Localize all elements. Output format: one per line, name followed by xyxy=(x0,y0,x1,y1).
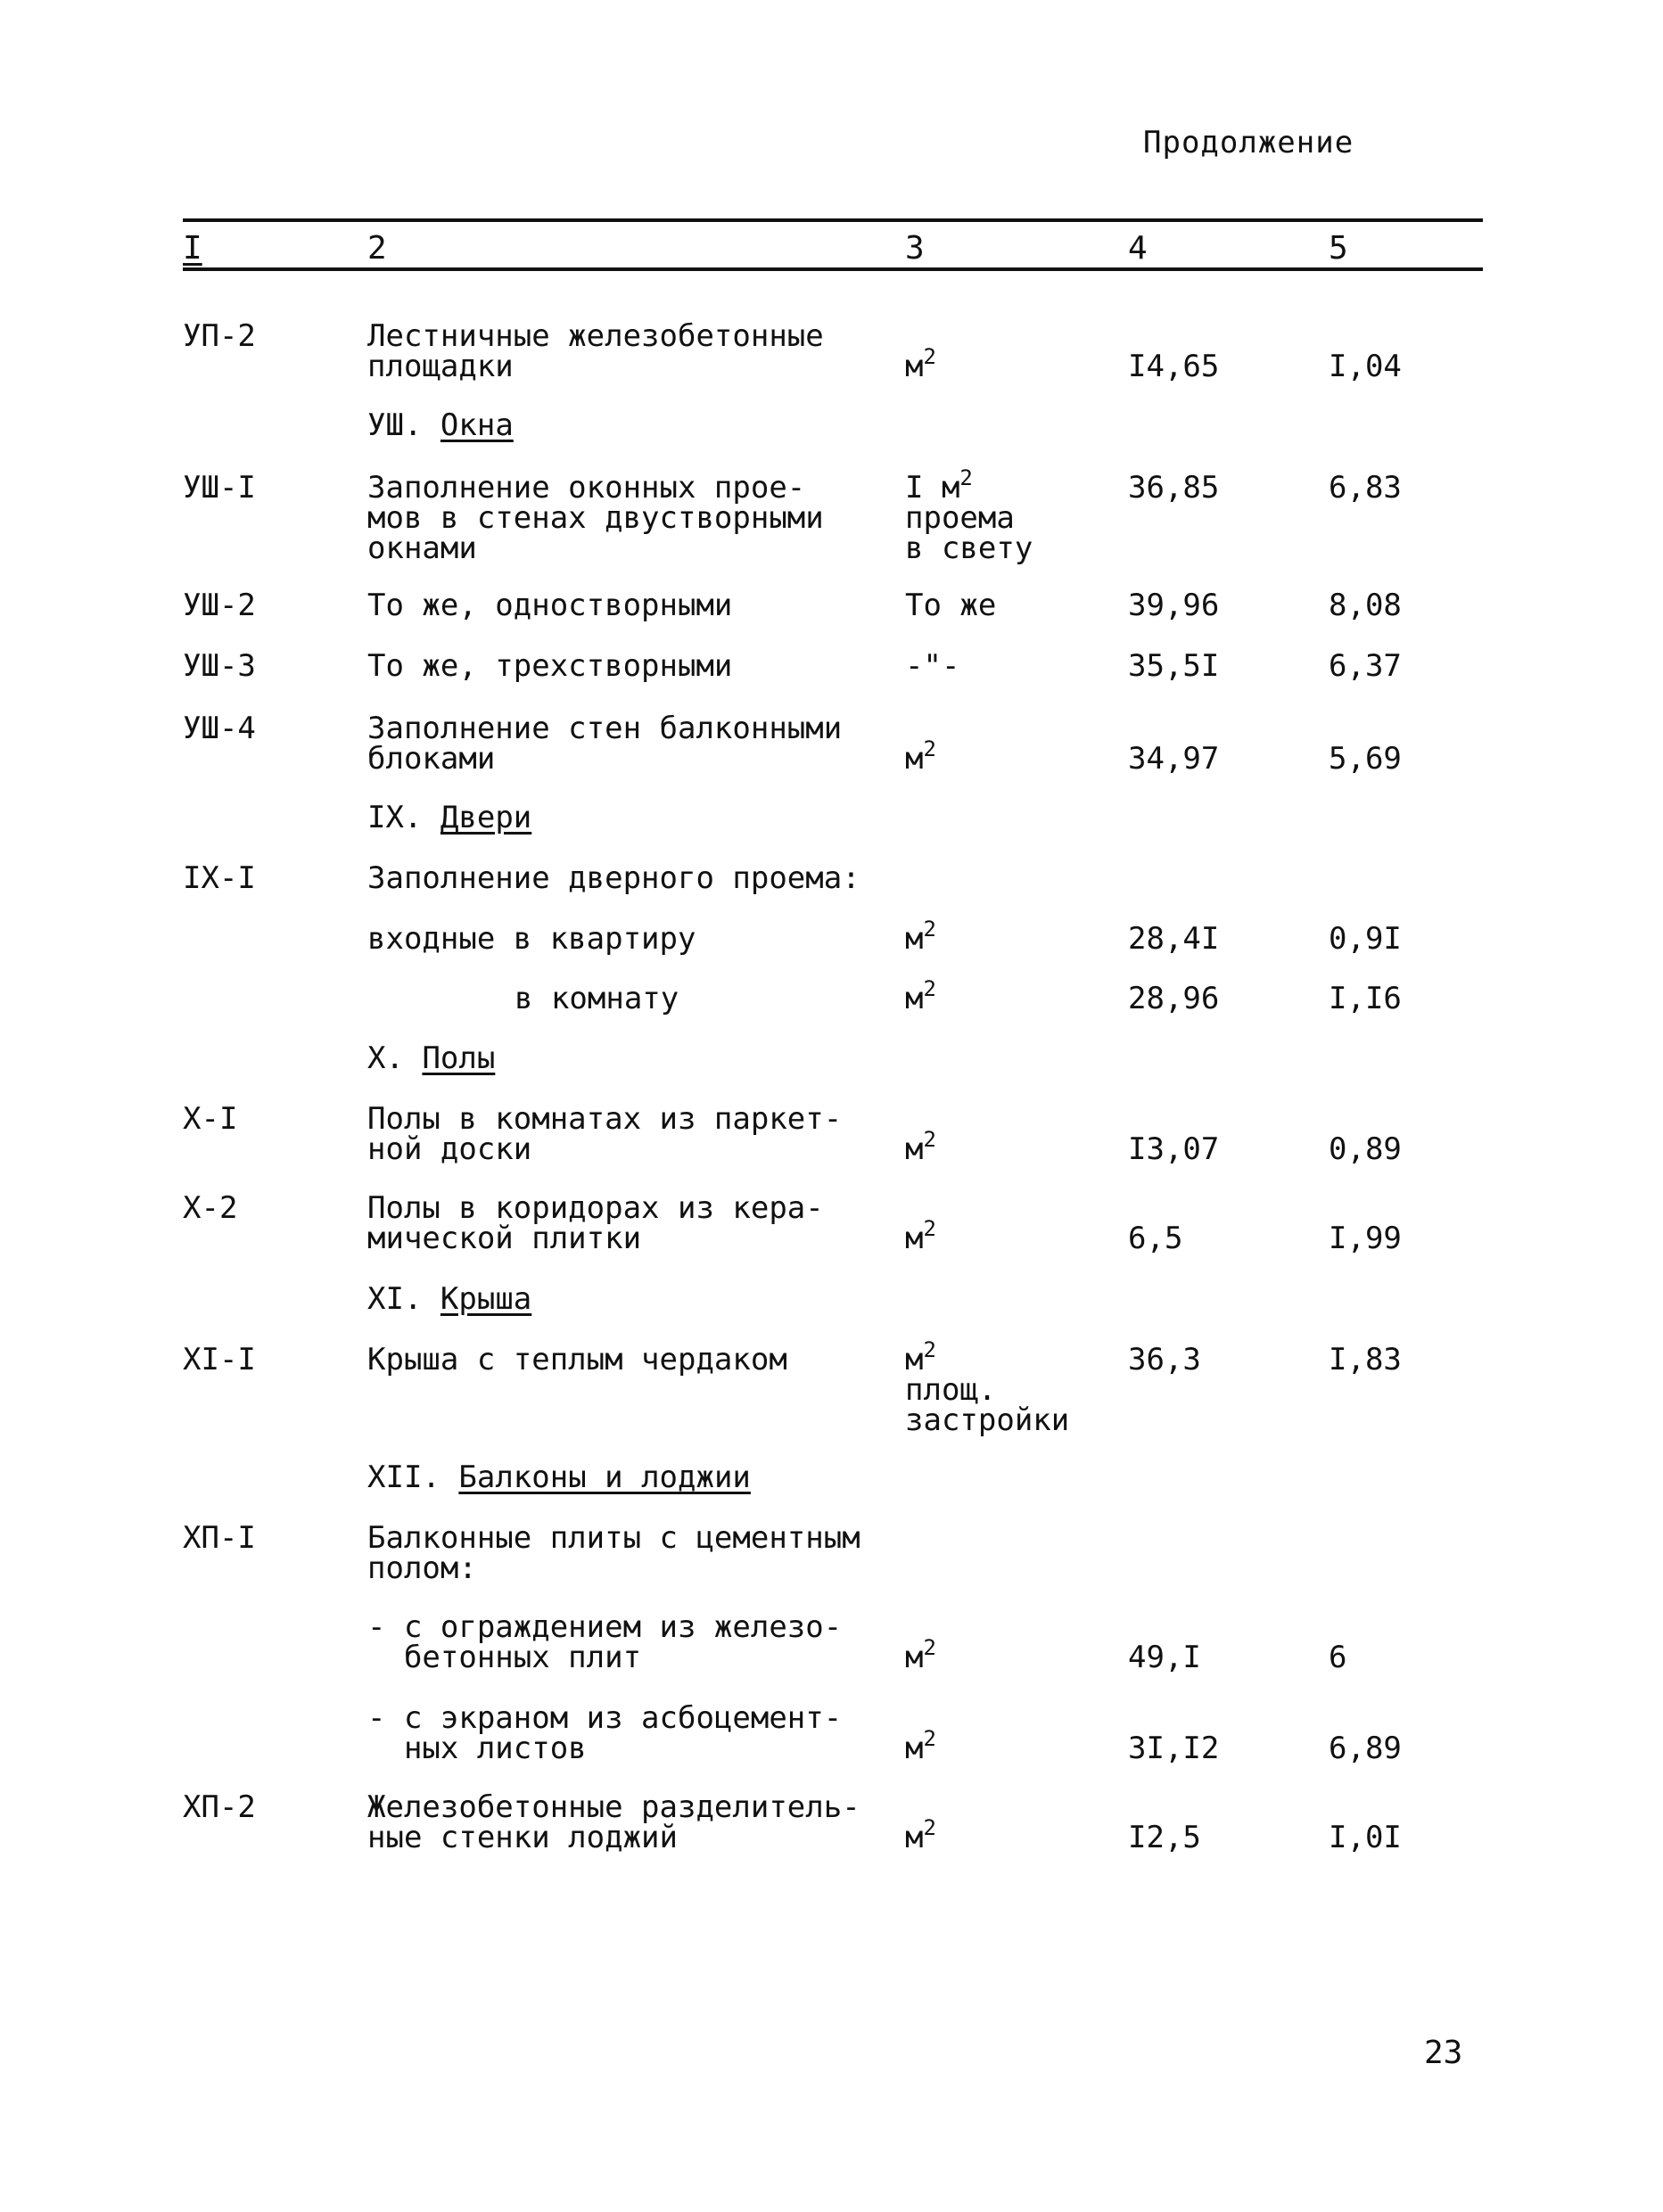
column-header-1: I xyxy=(183,230,202,267)
row-name: Балконные плиты с цементным полом: xyxy=(367,1520,860,1586)
row-value-col4: 28,4I xyxy=(1128,921,1220,957)
unit-superscript: 2 xyxy=(923,344,936,369)
unit-text: м xyxy=(905,1221,924,1256)
unit-text: м xyxy=(905,741,924,777)
unit-text: I м xyxy=(905,470,960,506)
unit-superscript: 2 xyxy=(923,736,936,761)
row-value-col4: 34,97 xyxy=(1128,741,1220,777)
unit-text: То же xyxy=(905,588,997,623)
row-name: Полы в коридорах из кера- мической плитки xyxy=(367,1190,824,1256)
row-unit xyxy=(905,1216,936,1256)
row-name: Лестничные железобетонные площадки xyxy=(367,318,824,384)
row-code: IX-I xyxy=(183,860,256,896)
unit-text: м xyxy=(905,1640,924,1675)
row-value-col5: 6 xyxy=(1329,1640,1347,1675)
row-unit xyxy=(905,1815,936,1855)
row-unit xyxy=(905,976,936,1016)
row-unit xyxy=(905,736,936,777)
row-unit xyxy=(905,917,936,957)
section-title: Двери xyxy=(440,800,532,835)
row-name: Заполнение оконных прое- мов в стенах двустворными окнами xyxy=(367,470,824,566)
section-title: Крыша xyxy=(440,1281,532,1317)
unit-superscript: 2 xyxy=(959,465,973,490)
page-number: 23 xyxy=(1424,2035,1463,2071)
row-value-col5: I,99 xyxy=(1329,1221,1402,1256)
row-value-col4: I3,07 xyxy=(1128,1131,1220,1167)
section-title: Балконы и лоджии xyxy=(458,1460,751,1495)
column-header-4: 4 xyxy=(1128,230,1148,267)
row-unit xyxy=(905,1337,936,1377)
row-unit-note: проема в свету xyxy=(905,500,1033,566)
row-unit xyxy=(905,1726,936,1766)
row-value-col5: I,83 xyxy=(1329,1342,1402,1377)
row-name: То же, одностворными xyxy=(367,588,733,623)
row-unit xyxy=(905,648,960,684)
row-value-col4: 36,3 xyxy=(1128,1342,1201,1377)
row-unit xyxy=(905,590,996,621)
row-unit xyxy=(905,1635,936,1675)
section-heading-text xyxy=(367,1281,532,1317)
row-unit-note: площ. застройки xyxy=(905,1372,1070,1438)
row-value-col5: 0,9I xyxy=(1329,921,1402,957)
row-value-col4: I4,65 xyxy=(1128,349,1220,384)
row-value-col5: I,I6 xyxy=(1329,981,1402,1016)
table-top-rule xyxy=(183,218,1483,222)
unit-text: м xyxy=(905,1131,924,1167)
row-value-col5: I,0I xyxy=(1329,1820,1402,1855)
row-value-col5: 0,89 xyxy=(1329,1131,1402,1167)
table-header-rule xyxy=(183,267,1483,271)
row-value-col4: I2,5 xyxy=(1128,1820,1201,1855)
row-unit xyxy=(905,344,936,384)
row-name: - с экраном из асбоцемент- ных листов xyxy=(367,1700,843,1766)
row-value-col5: 6,37 xyxy=(1329,648,1402,684)
row-value-col5: 5,69 xyxy=(1329,741,1402,777)
unit-superscript: 2 xyxy=(923,1127,936,1152)
row-code: УШ-4 xyxy=(183,711,256,746)
unit-text: м xyxy=(905,1820,924,1855)
row-name: в комнату xyxy=(515,981,679,1016)
column-header-5: 5 xyxy=(1329,230,1348,267)
column-header-3: 3 xyxy=(905,230,925,267)
unit-superscript: 2 xyxy=(923,1216,936,1241)
row-code: УШ-2 xyxy=(183,588,256,623)
row-value-col4: 3I,I2 xyxy=(1128,1731,1220,1766)
section-heading-text xyxy=(367,1040,496,1076)
row-name: Заполнение стен балконными блоками xyxy=(367,711,843,777)
unit-superscript: 2 xyxy=(923,1635,936,1660)
row-value-col5: 8,08 xyxy=(1329,588,1402,623)
row-name: Железобетонные разделитель- ные стенки лоджий xyxy=(367,1789,860,1855)
row-name: Заполнение дверного проема: xyxy=(367,860,860,896)
row-name: Крыша с теплым чердаком xyxy=(367,1342,787,1377)
unit-text: м xyxy=(905,921,924,957)
unit-text: м xyxy=(905,349,924,384)
row-name: Полы в комнатах из паркет- ной доски xyxy=(367,1101,843,1167)
section-number: УШ. xyxy=(367,407,423,443)
section-title: Полы xyxy=(422,1040,496,1076)
section-heading-text xyxy=(367,407,514,443)
section-heading-text xyxy=(367,802,531,833)
unit-text: -"- xyxy=(905,648,960,684)
row-unit xyxy=(905,465,973,506)
row-code: УП-2 xyxy=(183,318,256,354)
section-heading-text xyxy=(367,1460,751,1495)
unit-text: м xyxy=(905,981,924,1016)
row-value-col4: 49,I xyxy=(1128,1640,1201,1675)
row-code: XП-I xyxy=(183,1520,256,1556)
section-title: Окна xyxy=(440,407,514,443)
row-code: УШ-I xyxy=(183,470,256,506)
row-code: УШ-3 xyxy=(183,648,256,684)
unit-superscript: 2 xyxy=(923,1337,936,1362)
row-value-col4: 28,96 xyxy=(1128,981,1220,1016)
section-number: X. xyxy=(367,1040,404,1076)
section-number: XII. xyxy=(367,1460,440,1495)
row-value-col4: 35,5I xyxy=(1128,648,1220,684)
unit-text: м xyxy=(905,1342,924,1377)
row-value-col4: 36,85 xyxy=(1128,470,1220,506)
row-name: То же, трехстворными xyxy=(367,648,733,684)
row-code: X-I xyxy=(183,1101,238,1137)
unit-superscript: 2 xyxy=(923,1726,936,1751)
row-value-col4: 6,5 xyxy=(1128,1221,1183,1256)
continuation-label: Продолжение xyxy=(1143,125,1354,160)
section-number: IX. xyxy=(367,800,423,835)
unit-superscript: 2 xyxy=(923,1815,936,1840)
row-value-col5: 6,83 xyxy=(1329,470,1402,506)
row-value-col5: I,04 xyxy=(1329,349,1402,384)
column-header-2: 2 xyxy=(367,230,387,267)
row-value-col5: 6,89 xyxy=(1329,1731,1402,1766)
unit-superscript: 2 xyxy=(923,976,936,1001)
section-number: XI. xyxy=(367,1281,423,1317)
unit-superscript: 2 xyxy=(923,917,936,942)
row-code: X-2 xyxy=(183,1190,238,1226)
row-value-col4: 39,96 xyxy=(1128,588,1220,623)
row-code: XI-I xyxy=(183,1342,256,1377)
unit-text: м xyxy=(905,1731,924,1766)
row-name: - с ограждением из железо- бетонных плит xyxy=(367,1609,843,1675)
row-code: XП-2 xyxy=(183,1789,256,1825)
row-name: входные в квартиру xyxy=(367,921,696,957)
row-unit xyxy=(905,1127,936,1167)
